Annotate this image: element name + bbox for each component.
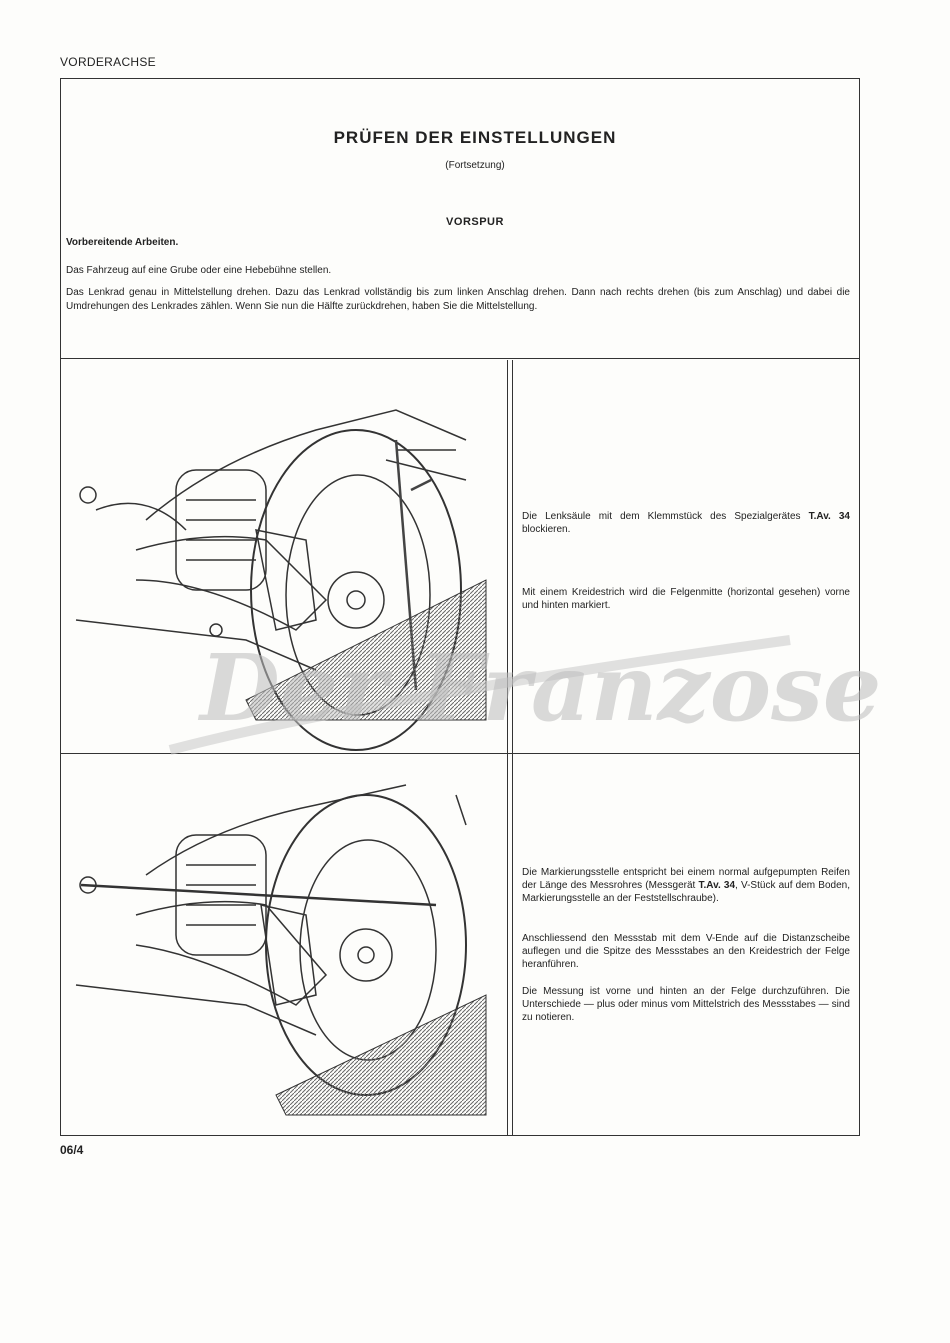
preparation-paragraph-2: Das Lenkrad genau in Mittelstellung drehen. Dazu das Lenkrad vollständig bis zum linken Anschlag drehen. Dann nach rechts drehen (bis zum Anschlag) und dabei die Umdrehungen des Lenkrades zählen. Wenn Sie nun die Hälfte zurückdrehen, haben Sie die Mittelstellung.: [66, 287, 850, 312]
preparation-title: Vorbereitende Arbeiten.: [66, 237, 179, 248]
suspension-illustration-2: [66, 765, 502, 1125]
section-heading: VORSPUR: [446, 216, 504, 228]
page-number: 06/4: [60, 1143, 84, 1157]
step2-caption-3: Die Messung ist vorne und hinten an der Felge durchzuführen. Die Unterschiede — plus oder minus vom Mittelstrich des Messstabes — sind zu notieren.: [522, 986, 850, 1023]
watermark-text: Der Franzose: [200, 634, 882, 742]
tool-reference: T.Av. 34: [698, 880, 736, 891]
tool-reference: T.Av. 34: [808, 511, 850, 522]
step1-caption-2: Mit einem Kreidestrich wird die Felgenmitte (horizontal gesehen) vorne und hinten markiert.: [522, 587, 850, 611]
step1-caption-1: Die Lenksäule mit dem Klemmstück des Spezialgerätes T.Av. 34 blockieren.: [522, 511, 850, 535]
step2-caption-1: Die Markierungsstelle entspricht bei einem normal aufgepumpten Reifen der Länge des Messrohres (Messgerät T.Av. 34, V-Stück auf dem Boden, Markierungsstelle an der Feststellschraube).: [522, 867, 850, 904]
page-title: PRÜFEN DER EINSTELLUNGEN: [333, 128, 617, 147]
page-subtitle: (Fortsetzung): [445, 160, 505, 171]
step2-caption-2: Anschliessend den Messstab mit dem V-Ende auf die Distanzscheibe auflegen und die Spitze des Messstabes an den Kreidestrich der Felge heranführen.: [522, 933, 850, 970]
watermark-logo: [160, 600, 882, 780]
preparation-paragraph-1: Das Fahrzeug auf eine Grube oder eine Hebebühne stellen.: [66, 265, 332, 276]
divider-top: [60, 358, 860, 359]
section-header: VORDERACHSE: [60, 55, 156, 69]
